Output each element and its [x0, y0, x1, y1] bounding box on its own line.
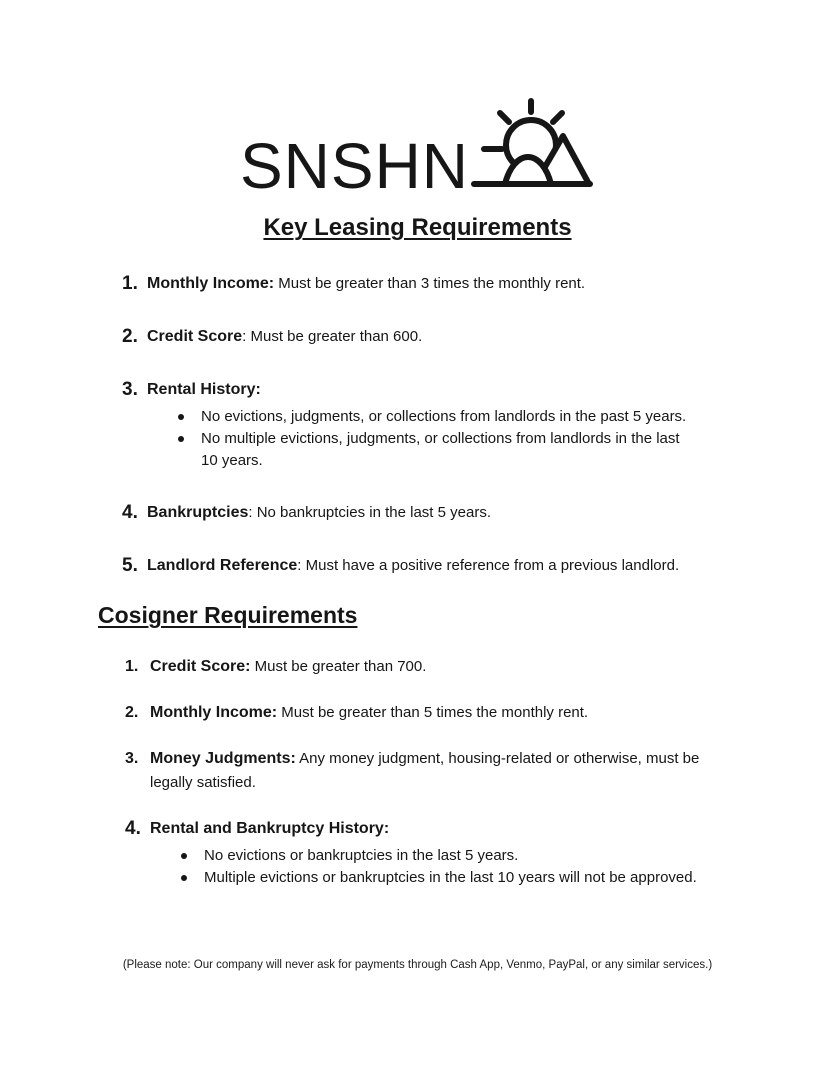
item-label: Credit Score:	[150, 658, 251, 675]
key-requirements-list	[122, 272, 742, 578]
list-item-monthly-income	[122, 272, 742, 296]
item-label: Landlord Reference	[147, 557, 298, 574]
item-number: 2.	[125, 704, 139, 721]
item-number: 3.	[125, 750, 139, 767]
bullet-item	[147, 428, 695, 472]
list-item-rental-history	[122, 378, 742, 472]
bullet-text: No multiple evictions, judgments, or collections from landlords in the last 10 years.	[201, 430, 680, 469]
item-number: 3.	[122, 379, 138, 400]
item-number: 4.	[122, 502, 138, 523]
bullet-list	[150, 845, 708, 889]
bullet-item	[150, 845, 708, 867]
item-text: Any money judgment, housing-related or otherwise, must be legally satisfied.	[150, 750, 700, 791]
item-label: Money Judgments:	[150, 750, 296, 767]
bullet-item	[150, 867, 708, 889]
list-item-landlord-reference	[122, 554, 742, 578]
bullet-icon	[178, 414, 184, 420]
item-label: Rental History:	[147, 381, 261, 398]
item-number: 4.	[125, 818, 141, 839]
item-number: 1.	[125, 658, 139, 675]
item-text: Must be greater than 3 times the monthly rent.	[274, 275, 586, 292]
list-item-cosigner-credit-score	[125, 655, 745, 679]
item-label: Bankruptcies	[147, 504, 249, 521]
list-item-cosigner-monthly-income	[125, 701, 745, 725]
bullet-list	[147, 406, 695, 472]
logo	[0, 0, 835, 202]
logo-text: SNSHN	[239, 130, 470, 202]
item-label: Monthly Income:	[150, 704, 278, 721]
list-item-rental-bankruptcy-history	[125, 817, 745, 889]
item-text: Must be greater than 5 times the monthly rent.	[277, 704, 589, 721]
item-number: 2.	[122, 326, 138, 347]
list-item-money-judgments	[125, 747, 745, 795]
item-text: : Must be greater than 600.	[242, 328, 423, 345]
list-item-bankruptcies	[122, 501, 742, 525]
section-heading-cosigner: Cosigner Requirements	[98, 602, 358, 628]
item-label: Credit Score	[147, 328, 243, 345]
item-label: Rental and Bankruptcy History:	[150, 820, 390, 837]
item-text: Must be greater than 700.	[250, 658, 427, 675]
item-label: Monthly Income:	[147, 275, 275, 292]
item-number: 5.	[122, 555, 138, 576]
item-number: 1.	[122, 273, 138, 294]
item-text: : Must have a positive reference from a previous landlord.	[297, 557, 680, 574]
list-item-credit-score	[122, 325, 742, 349]
sun-mountains-icon	[471, 96, 595, 191]
bullet-item	[147, 406, 695, 428]
item-text: : No bankruptcies in the last 5 years.	[248, 504, 491, 521]
bullet-icon	[178, 436, 184, 442]
bullet-text: Multiple evictions or bankruptcies in the last 10 years will not be approved.	[204, 869, 697, 886]
bullet-icon	[181, 853, 187, 859]
page-title: Key Leasing Requirements	[263, 214, 572, 241]
bullet-text: No evictions, judgments, or collections from landlords in the past 5 years.	[201, 408, 687, 425]
bullet-icon	[181, 875, 187, 881]
cosigner-requirements-list	[125, 655, 745, 889]
footer-note: (Please note: Our company will never ask for payments through Cash App, Venmo, PayPal, or any similar services.)	[122, 959, 713, 971]
bullet-text: No evictions or bankruptcies in the last 5 years.	[204, 847, 519, 864]
